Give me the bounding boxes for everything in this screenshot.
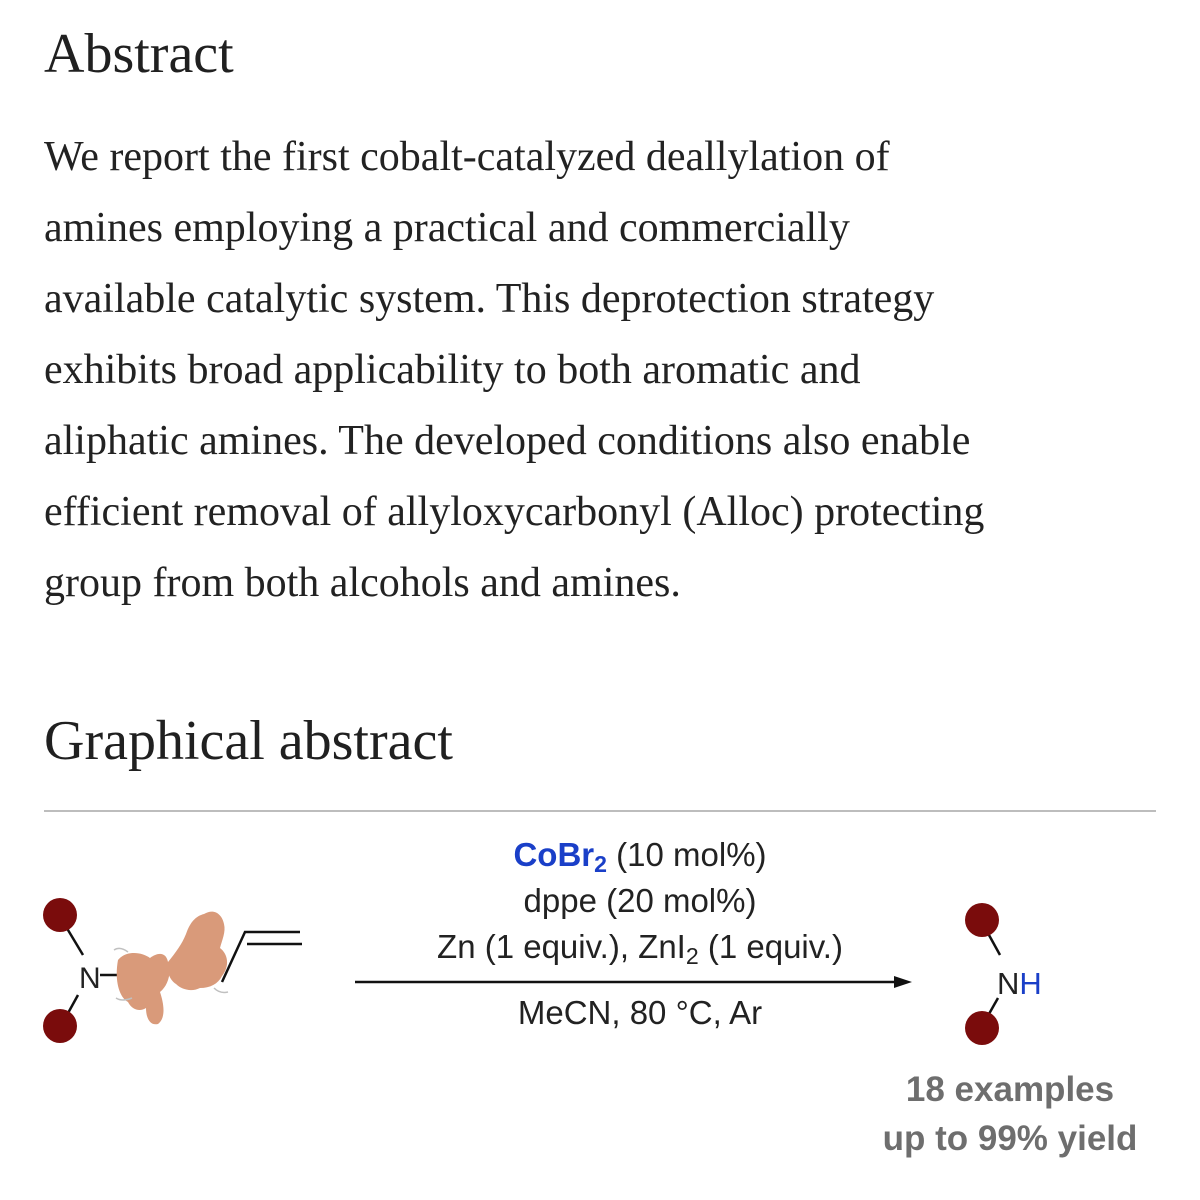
catalyst-subscript: 2 [594, 850, 607, 877]
sm-nitrogen-label: N [79, 962, 101, 995]
abstract-line: amines employing a practical and commercially [44, 205, 850, 251]
allyl-chain [222, 932, 300, 982]
abstract-heading: Abstract [44, 23, 234, 85]
reaction-arrowhead [894, 976, 912, 988]
sm-substituent-ball-lower [43, 1009, 77, 1043]
reaction-scheme [0, 812, 1200, 1200]
abstract-text [44, 122, 1164, 619]
max-yield: up to 99% yield [882, 1119, 1138, 1158]
sm-substituent-ball-upper [43, 898, 77, 932]
conditions-line: MeCN, 80 °C, Ar [517, 994, 763, 1031]
abstract-line: group from both alcohols and amines. [44, 560, 681, 606]
abstract-line: efficient removal of allyloxycarbonyl (Alloc) protecting [44, 489, 985, 535]
graphical-abstract-heading: Graphical abstract [44, 710, 453, 772]
catalyst-line [360, 838, 920, 876]
examples-count: 18 examples [905, 1070, 1115, 1109]
abstract-line: available catalytic system. This deprotection strategy [44, 276, 935, 322]
scissors-hand-icon [114, 912, 228, 1025]
product-substituent-ball-upper [965, 903, 999, 937]
product-substituent-ball-lower [965, 1011, 999, 1045]
abstract-line: exhibits broad applicability to both aromatic and [44, 347, 861, 393]
abstract-line: We report the first cobalt-catalyzed deallylation of [44, 134, 890, 180]
product-nh-label [997, 966, 1042, 1002]
product-n: N [997, 966, 1020, 1001]
product-h: H [1019, 966, 1042, 1001]
reductant-subscript: 2 [685, 942, 699, 969]
catalyst-formula [513, 836, 607, 877]
catalyst-loading: (10 mol%) [606, 836, 767, 873]
reductant-line [360, 930, 920, 968]
catalyst-name: CoBr [513, 836, 595, 873]
abstract-line: aliphatic amines. The developed conditions also enable [44, 418, 971, 464]
ligand-line: dppe (20 mol%) [523, 882, 757, 919]
reductant-suffix: (1 equiv.) [698, 928, 843, 965]
reductant-prefix: Zn (1 equiv.), ZnI [437, 928, 686, 965]
